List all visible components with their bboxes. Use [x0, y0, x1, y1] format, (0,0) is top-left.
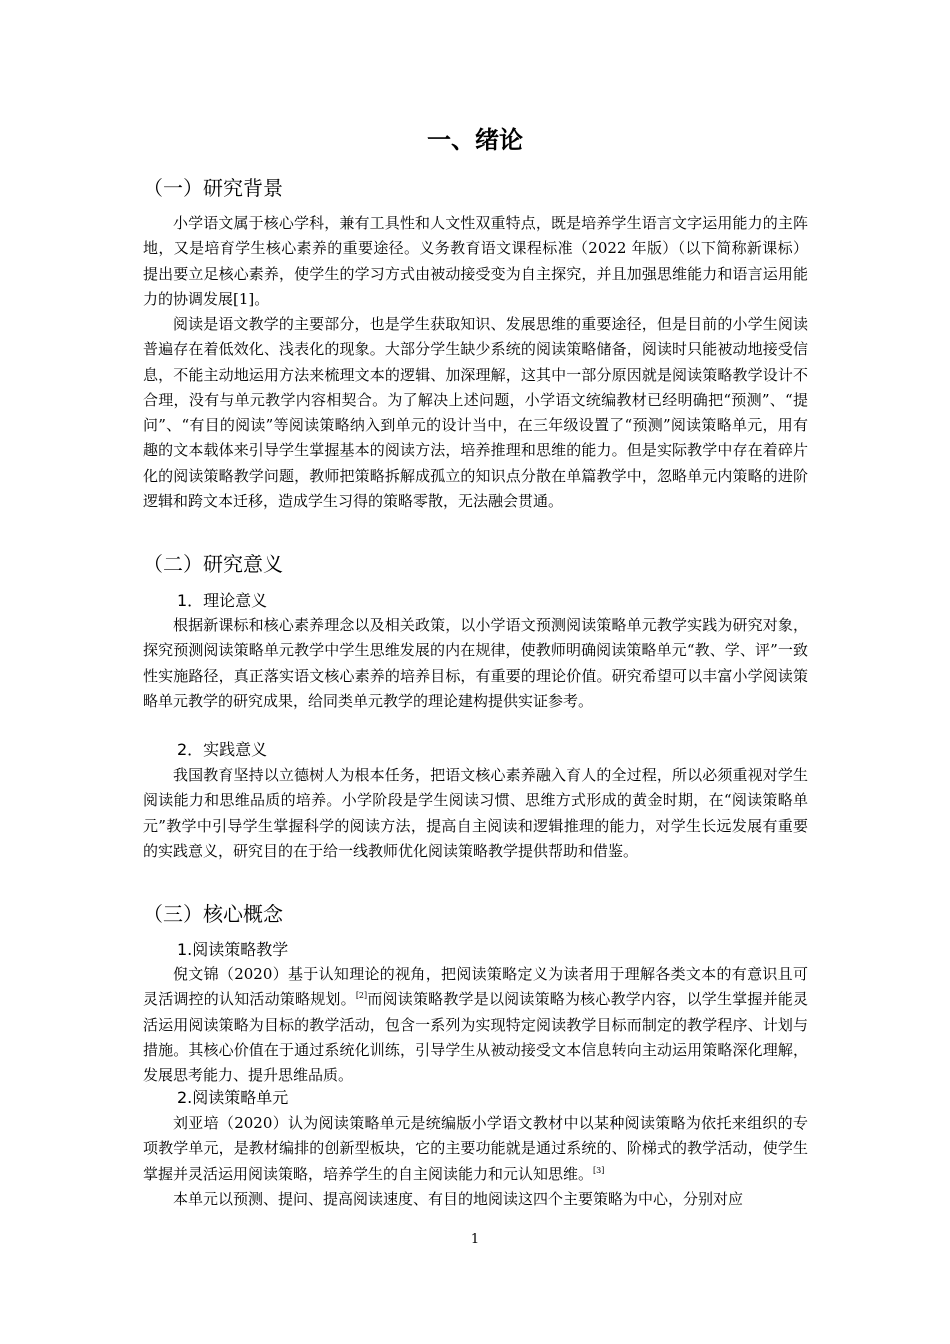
subheading-practical: 2．实践意义	[177, 740, 268, 759]
chapter-title: 一、绪论	[427, 126, 523, 154]
citation-ref: [2]	[355, 991, 368, 1001]
paragraph-reading-strategy-teaching	[143, 962, 808, 1088]
paragraph-text: 而阅读策略教学是以阅读策略为核心教学内容，以学生掌握并能灵活运用阅读策略为目标的教学活动，包含一系列为实现特定阅读教学目标而制定的教学程序、计划与措施。其核心价值在于通过系统化训练，引导学生从被动接受文本信息转向主动运用策略深化理解，发展思考能力、提升思维品质。	[143, 990, 808, 1085]
section-heading-background: （一）研究背景	[143, 176, 283, 200]
paragraph-reading-strategy-unit	[143, 1111, 808, 1187]
paragraph-background-2: 阅读是语文教学的主要部分，也是学生获取知识、发展思维的重要途径，但是目前的小学生阅读普遍存在着低效化、浅表化的现象。大部分学生缺少系统的阅读策略储备，阅读时只能被动地接受信息，不能主动地运用方法来梳理文本的逻辑、加深理解，这其中一部分原因就是阅读策略教学设计不合理，没有与单元教学内容相契合。为了解决上述问题，小学语文统编教材已经明确把“预测”、“提问”、“有目的阅读”等阅读策略纳入到单元的设计当中，在三年级设置了“预测”阅读策略单元，用有趣的文本载体来引导学生掌握基本的阅读方法，培养推理和思维的能力。但是实际教学中存在着碎片化的阅读策略教学问题，教师把策略拆解成孤立的知识点分散在单篇教学中，忽略单元内策略的进阶逻辑和跨文本迁移，造成学生习得的策略零散，无法融会贯通。	[143, 315, 808, 511]
paragraph-practical: 我国教育坚持以立德树人为根本任务，把语文核心素养融入育人的全过程，所以必须重视对学生阅读能力和思维品质的培养。小学阶段是学生阅读习惯、思维方式形成的黄金时期，在“阅读策略单元”教学中引导学生掌握科学的阅读方法，提高自主阅读和逻辑推理的能力，对学生长远发展有重要的实践意义，研究目的在于给一线教师优化阅读策略教学提供帮助和借鉴。	[143, 766, 808, 860]
paragraph-unit-strategies: 本单元以预测、提问、提高阅读速度、有目的地阅读这四个主要策略为中心，分别对应	[173, 1190, 744, 1208]
paragraph-theoretical: 根据新课标和核心素养理念以及相关政策，以小学语文预测阅读策略单元教学实践为研究对象，探究预测阅读策略单元教学中学生思维发展的内在规律，使教师明确阅读策略单元“教、学、评”一致性实施路径，真正落实语文核心素养的培养目标，有重要的理论价值。研究希望可以丰富小学阅读策略单元教学的研究成果，给同类单元教学的理论建构提供实证参考。	[143, 616, 808, 710]
paragraph-text: 倪文锦（2020）基于认知理论的视角，把阅读策略定义为读者用于理解各类文本的有意识且可灵活调控的认知活动策略规划。	[143, 965, 808, 1009]
page-number: 1	[470, 1232, 480, 1247]
paragraph-background-1: 小学语文属于核心学科，兼有工具性和人文性双重特点，既是培养学生语言文字运用能力的主阵地，又是培育学生核心素养的重要途径。义务教育语文课程标准（2022 年版）（以下简称新课标）提出要立足核心素养，使学生的学习方式由被动接受变为自主探究，并且加强思维能力和语言运用能力的协调发展[1]。	[143, 214, 808, 308]
section-heading-concepts: （三）核心概念	[143, 902, 283, 926]
paragraph-text: 刘亚培（2020）认为阅读策略单元是统编版小学语文教材中以某种阅读策略为依托来组织的专项教学单元，是教材编排的创新型板块，它的主要功能就是通过系统的、阶梯式的教学活动，使学生掌握并灵活运用阅读策略，培养学生的自主阅读能力和元认知思维。	[143, 1114, 808, 1183]
section-heading-significance: （二）研究意义	[143, 552, 283, 576]
subheading-theoretical: 1．理论意义	[177, 591, 268, 610]
subheading-reading-strategy-teaching: 1.阅读策略教学	[177, 940, 289, 959]
subheading-reading-strategy-unit: 2.阅读策略单元	[177, 1088, 289, 1107]
citation-ref: [3]	[593, 1165, 605, 1175]
